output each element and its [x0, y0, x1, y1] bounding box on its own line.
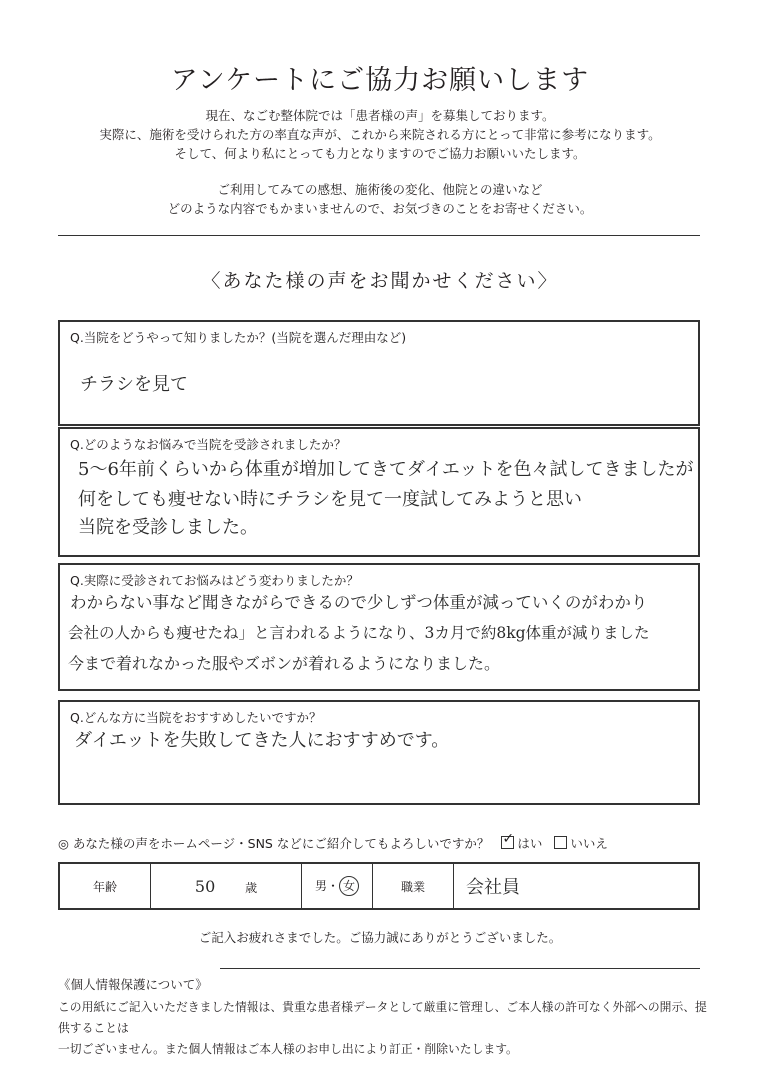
privacy-body — [58, 997, 718, 1060]
age-cell[interactable] — [151, 863, 302, 909]
question-label-1: Q.当院をどうやって知りましたか？(当院を選んだ理由など) — [70, 330, 407, 345]
gender-female-selected: 女 — [339, 876, 359, 896]
question-box-2 — [58, 427, 700, 557]
answer-2-line-2: 何をしても痩せない時にチラシを見て一度試してみようと思い — [78, 489, 582, 510]
privacy-title: 《個人情報保護について》 — [58, 977, 208, 992]
intro-line-1: 現在、なごむ整体院では「患者様の声」を募集しております。 — [205, 108, 555, 123]
yes-checkbox[interactable] — [501, 836, 514, 849]
intro-line-2: 実際に、施術を受けられた方の率直な声が、これから来院される方にとって非常に参考になります。 — [99, 127, 661, 142]
consent-question: ◎ あなた様の声をホームページ・SNS などにご紹介してもよろしいですか？ — [58, 836, 490, 851]
profile-table — [58, 862, 700, 910]
no-checkbox[interactable] — [554, 836, 567, 849]
divider-privacy — [220, 968, 700, 969]
gender-cell[interactable] — [302, 863, 373, 909]
question-label-3: Q.実際に受診されてお悩みはどう変わりましたか？ — [70, 573, 359, 588]
thanks-message: ご記入お疲れさまでした。ご協力誠にありがとうございました。 — [198, 930, 562, 945]
gender-separator: ・ — [327, 879, 340, 893]
question-box-4 — [58, 700, 700, 805]
question-box-3 — [58, 563, 700, 691]
divider — [58, 235, 700, 236]
answer-4-line-1: ダイエットを失敗してきた人におすすめです。 — [74, 730, 450, 751]
job-value: 会社員 — [466, 877, 520, 898]
intro-line-3: そして、何より私にとっても力となりますのでご協力お願いいたします。 — [174, 146, 586, 161]
consent-row — [58, 834, 608, 852]
question-box-1 — [58, 320, 700, 426]
age-value: 50 — [194, 876, 216, 896]
answer-3-line-1: わからない事など聞きながらできるので少しずつ体重が減っていくのがわかり — [70, 593, 648, 612]
gender-male: 男 — [314, 879, 327, 893]
privacy-line-2: 一切ございません。また個人情報はご本人様のお申し出により訂正・削除いたします。 — [58, 1042, 518, 1056]
answer-1-line-1: チラシを見て — [80, 374, 188, 395]
section-title: 〈あなた様の声をお聞かせください〉 — [201, 270, 559, 292]
answer-2-line-1: 5～6年前くらいから体重が増加してきてダイエットを色々試してきましたが — [78, 459, 694, 480]
question-label-2: Q.どのようなお悩みで当院を受診されましたか？ — [70, 437, 347, 452]
answer-2-line-3: 当院を受診しました。 — [78, 517, 258, 538]
privacy-line-1: この用紙にご記入いただきました情報は、貴重な患者様データとして厳重に管理し、ご本人様の許可なく外部への開示、提供することは — [58, 1000, 707, 1035]
page-title: アンケートにご協力お願いします — [170, 65, 590, 96]
job-cell[interactable] — [454, 863, 700, 909]
answer-3-line-3: 今まで着れなかった服やズボンが着れるようになりました。 — [68, 654, 501, 673]
intro-line-5: どのような内容でもかまいませんので、お気づきのことをお寄せください。 — [167, 201, 593, 216]
job-label: 職業 — [373, 863, 454, 909]
question-label-4: Q.どんな方に当院をおすすめしたいですか？ — [70, 710, 322, 725]
yes-label: はい — [517, 836, 543, 851]
answer-3-line-2: 会社の人からも痩せたね」と言われるようになり、3カ月で約8kg体重が減りました — [68, 624, 650, 642]
age-label: 年齢 — [59, 863, 151, 909]
no-label: いいえ — [570, 836, 608, 851]
age-unit: 歳 — [245, 880, 258, 895]
intro-line-4: ご利用してみての感想、施術後の変化、他院との違いなど — [217, 182, 543, 197]
